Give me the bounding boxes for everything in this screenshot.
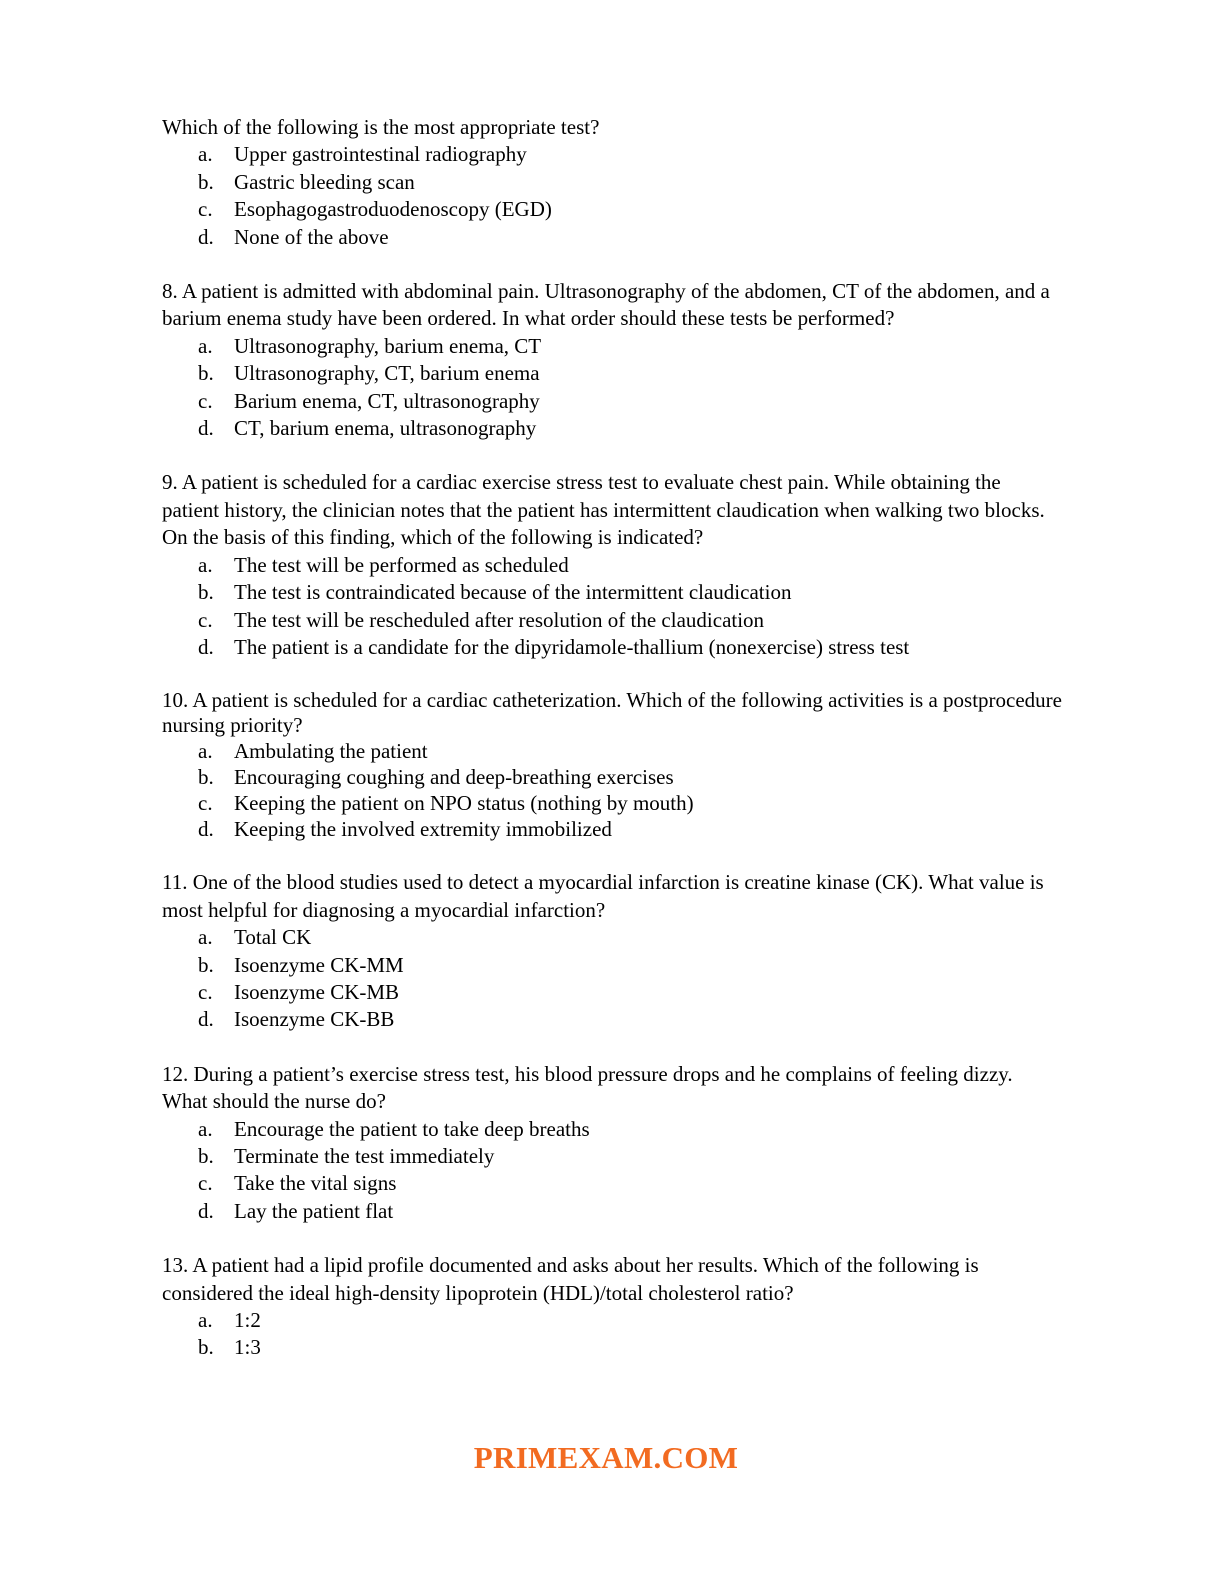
answer-option [162, 1334, 1062, 1361]
option-letter: a. [198, 333, 213, 358]
option-text: Total CK [234, 925, 312, 950]
option-text: Ultrasonography, CT, barium enema [234, 361, 540, 386]
question-7-continued [162, 114, 1062, 251]
document-page [162, 114, 1062, 1389]
answer-option [162, 141, 1062, 168]
option-letter: c. [198, 1171, 213, 1196]
answer-option [162, 634, 1062, 661]
answer-option [162, 333, 1062, 360]
option-text: 1:3 [234, 1335, 261, 1360]
option-letter: b. [198, 580, 214, 605]
answer-options [162, 1116, 1062, 1226]
option-text: Upper gastrointestinal radiography [234, 142, 527, 167]
question-stem: 12. During a patient’s exercise stress test, his blood pressure drops and he complains of feeling dizzy. What should the nurse do? [162, 1061, 1013, 1114]
option-letter: d. [198, 416, 214, 441]
answer-option [162, 196, 1062, 223]
answer-option [162, 579, 1062, 606]
option-text: Gastric bleeding scan [234, 169, 415, 194]
option-text: The test will be performed as scheduled [234, 552, 569, 577]
question-stem: 10. A patient is scheduled for a cardiac catheterization. Which of the following activities is a postprocedure nursing priority? [162, 688, 1062, 738]
answer-option [162, 1116, 1062, 1143]
question-stem: Which of the following is the most appropriate test? [162, 115, 600, 139]
option-text: Take the vital signs [234, 1171, 397, 1196]
option-text: Ambulating the patient [234, 739, 428, 764]
option-text: The test is contraindicated because of the intermittent claudication [234, 580, 792, 605]
option-letter: c. [198, 197, 213, 222]
answer-options [162, 1307, 1062, 1362]
answer-option [162, 1170, 1062, 1197]
question-stem: 11. One of the blood studies used to detect a myocardial infarction is creatine kinase (CK). What value is most helpful for diagnosing a myocardial infarction? [162, 870, 1044, 922]
option-text: Keeping the patient on NPO status (nothing by mouth) [234, 791, 694, 816]
option-letter: c. [198, 791, 213, 816]
answer-option [162, 816, 1062, 842]
question-10 [162, 688, 1062, 842]
option-text: Encouraging coughing and deep-breathing exercises [234, 765, 674, 790]
answer-option [162, 360, 1062, 387]
answer-options [162, 333, 1062, 443]
answer-options [162, 738, 1062, 842]
option-letter: a. [198, 552, 213, 577]
option-letter: b. [198, 169, 214, 194]
option-letter: a. [198, 1116, 213, 1141]
answer-option [162, 552, 1062, 579]
option-text: Terminate the test immediately [234, 1143, 495, 1168]
question-8 [162, 278, 1062, 442]
answer-option [162, 415, 1062, 442]
answer-option [162, 790, 1062, 816]
option-text: Isoenzyme CK-MB [234, 979, 400, 1004]
option-text: 1:2 [234, 1308, 261, 1332]
option-letter: d. [198, 224, 214, 249]
answer-option [162, 764, 1062, 790]
footer-watermark: PRIMEXAM.COM [473, 1440, 739, 1475]
option-letter: d. [198, 817, 214, 842]
option-text: Isoenzyme CK-BB [234, 1007, 395, 1032]
option-letter: a. [198, 1308, 213, 1332]
option-letter: d. [198, 634, 214, 659]
option-text: CT, barium enema, ultrasonography [234, 416, 537, 441]
option-text: Isoenzyme CK-MM [234, 952, 404, 977]
answer-option [162, 1006, 1062, 1033]
option-letter: d. [198, 1007, 214, 1032]
option-letter: b. [198, 361, 214, 386]
option-letter: b. [198, 765, 214, 790]
option-text: Esophagogastroduodenoscopy (EGD) [234, 197, 552, 222]
option-text: Keeping the involved extremity immobilized [234, 817, 612, 842]
answer-option [162, 388, 1062, 415]
option-letter: b. [198, 1143, 214, 1168]
answer-option [162, 224, 1062, 251]
answer-option [162, 1143, 1062, 1170]
option-letter: c. [198, 388, 213, 413]
answer-option [162, 1307, 1062, 1334]
question-9 [162, 469, 1062, 661]
option-letter: b. [198, 952, 214, 977]
answer-option [162, 738, 1062, 764]
option-text: Ultrasonography, barium enema, CT [234, 333, 542, 358]
option-text: Lay the patient flat [234, 1198, 394, 1223]
option-letter: d. [198, 1198, 214, 1223]
option-letter: a. [198, 925, 213, 950]
question-12 [162, 1061, 1062, 1225]
answer-option [162, 952, 1062, 979]
answer-option [162, 169, 1062, 196]
question-stem: 8. A patient is admitted with abdominal pain. Ultrasonography of the abdomen, CT of the abdomen, and a barium enema study have been ordered. In what order should these tests be performed? [162, 279, 1050, 331]
question-stem: 9. A patient is scheduled for a cardiac exercise stress test to evaluate chest pain. While obtaining the patient history, the clinician notes that the patient has intermittent claudication when walking two blocks. On the basis of this finding, which of the following is indicated? [162, 470, 1045, 550]
option-text: None of the above [234, 224, 389, 249]
option-letter: a. [198, 739, 213, 764]
answer-option [162, 1198, 1062, 1225]
option-letter: b. [198, 1335, 214, 1360]
answer-options [162, 141, 1062, 251]
option-letter: a. [198, 142, 213, 167]
option-letter: c. [198, 607, 213, 632]
answer-option [162, 607, 1062, 634]
answer-option [162, 979, 1062, 1006]
answer-option [162, 924, 1062, 951]
question-11 [162, 869, 1062, 1033]
option-text: The test will be rescheduled after resolution of the claudication [234, 607, 765, 632]
answer-options [162, 552, 1062, 662]
answer-options [162, 924, 1062, 1034]
question-13 [162, 1252, 1062, 1362]
option-text: The patient is a candidate for the dipyridamole-thallium (nonexercise) stress test [234, 634, 910, 659]
question-stem: 13. A patient had a lipid profile documented and asks about her results. Which of the following is considered the ideal high-density lipoprotein (HDL)/total cholesterol ratio? [162, 1253, 979, 1305]
option-text: Encourage the patient to take deep breaths [234, 1116, 590, 1141]
option-text: Barium enema, CT, ultrasonography [234, 388, 540, 413]
option-letter: c. [198, 979, 213, 1004]
